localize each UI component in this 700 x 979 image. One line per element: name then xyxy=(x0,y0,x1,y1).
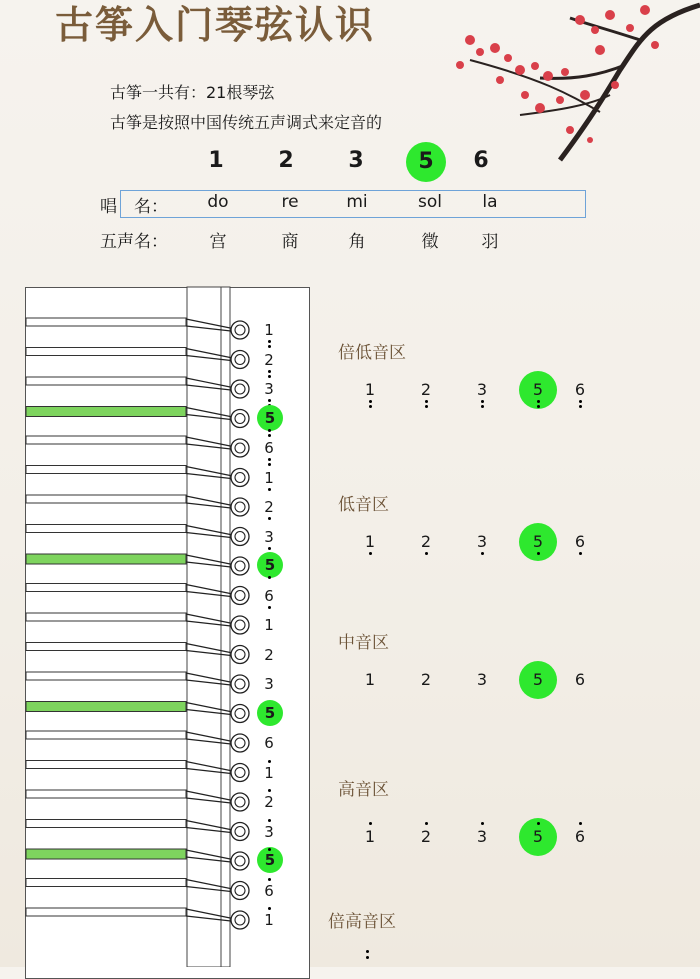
string-bar xyxy=(26,613,186,621)
string-note: 2 xyxy=(264,645,274,664)
register-title: 低音区 xyxy=(338,495,389,515)
tuning-peg-inner xyxy=(235,886,245,896)
octave-dot-below xyxy=(537,405,540,408)
five-tone-name: 徵 xyxy=(421,232,439,252)
octave-dot-below xyxy=(268,463,271,466)
tuning-peg-inner xyxy=(235,709,245,719)
octave-dot-below xyxy=(579,405,582,408)
sing-name: sol xyxy=(418,192,442,212)
string-bar xyxy=(26,790,186,798)
string-bar xyxy=(26,849,186,859)
octave-dot-below xyxy=(268,606,271,609)
octave-dot-below xyxy=(268,370,271,373)
octave-dot-below xyxy=(369,552,372,555)
string-bar xyxy=(26,407,186,417)
tuning-peg-inner xyxy=(235,443,245,453)
sing-name: mi xyxy=(346,192,368,212)
register-note: 6 xyxy=(574,380,586,399)
register-note: 2 xyxy=(420,380,432,399)
register-note: 2 xyxy=(420,827,432,846)
octave-dot-below xyxy=(268,517,271,520)
octave-dot-below xyxy=(425,400,428,403)
octave-dot-below xyxy=(369,400,372,403)
octave-dot-above xyxy=(369,822,372,825)
tuning-peg-inner xyxy=(235,325,245,335)
intro-tuning-text: 古筝是按照中国传统五声调式来定音的 xyxy=(110,113,383,132)
octave-dot-below xyxy=(425,405,428,408)
octave-dot-below xyxy=(268,434,271,437)
register-note: 6 xyxy=(574,670,586,689)
octave-dot-below xyxy=(579,552,582,555)
octave-dot-below xyxy=(268,399,271,402)
string-bar xyxy=(26,318,186,326)
tuning-peg-inner xyxy=(235,355,245,365)
octave-dot-below xyxy=(481,552,484,555)
register-note: 1 xyxy=(364,827,376,846)
register-note: 3 xyxy=(476,670,488,689)
string-note: 6 xyxy=(264,586,274,605)
tuning-peg-inner xyxy=(235,591,245,601)
string-note: 2 xyxy=(264,498,274,516)
string-bar xyxy=(26,554,186,564)
register-note: 1 xyxy=(364,670,376,689)
scale-number: 2 xyxy=(278,148,294,173)
octave-dot-below xyxy=(268,345,271,348)
octave-dot-above xyxy=(366,956,369,959)
octave-dot-above xyxy=(268,878,271,881)
sing-name: do xyxy=(207,192,229,212)
register-title: 中音区 xyxy=(338,633,389,653)
octave-dot-above xyxy=(481,822,484,825)
string-note: 1 xyxy=(264,911,274,929)
tuning-peg-inner xyxy=(235,856,245,866)
string-note: 5 xyxy=(257,405,283,431)
octave-dot-above xyxy=(268,848,271,851)
sing-name: re xyxy=(281,192,299,212)
string-note: 5 xyxy=(257,552,283,578)
sing-name-label: 唱 名： xyxy=(100,197,168,217)
tuning-peg-inner xyxy=(235,532,245,542)
string-bar xyxy=(26,643,186,651)
tuning-peg-inner xyxy=(235,502,245,512)
five-tone-label: 五声名： xyxy=(100,232,168,252)
tuning-peg-inner xyxy=(235,650,245,660)
five-tone-name: 角 xyxy=(348,232,366,252)
string-bar xyxy=(26,584,186,592)
scale-number: 1 xyxy=(208,148,224,173)
tuning-peg-inner xyxy=(235,473,245,483)
tuning-peg-inner xyxy=(235,827,245,837)
tuning-peg-inner xyxy=(235,915,245,925)
register-note: 3 xyxy=(476,827,488,846)
string-bar xyxy=(26,820,186,828)
string-note: 3 xyxy=(264,822,274,841)
register-note-highlighted: 5 xyxy=(519,661,557,699)
tuning-peg-inner xyxy=(235,679,245,689)
string-note: 1 xyxy=(264,468,274,487)
string-note: 5 xyxy=(257,847,283,873)
string-bar xyxy=(26,672,186,680)
octave-dot-below xyxy=(268,488,271,491)
tuning-peg-inner xyxy=(235,738,245,748)
octave-dot-above xyxy=(268,789,271,792)
octave-dot-below xyxy=(579,400,582,403)
string-bar xyxy=(26,702,186,712)
octave-dot-below xyxy=(268,340,271,343)
five-tone-name: 羽 xyxy=(481,232,499,252)
string-note: 6 xyxy=(264,439,274,457)
octave-dot-above xyxy=(268,760,271,763)
register-note: 6 xyxy=(574,532,586,551)
page-title: 古筝入门琴弦认识 xyxy=(55,2,376,47)
intro-string-count: 古筝一共有：21根琴弦 xyxy=(110,83,275,102)
string-note: 3 xyxy=(264,380,274,398)
sing-name: la xyxy=(482,192,498,212)
string-note: 3 xyxy=(264,675,274,693)
octave-dot-below xyxy=(481,400,484,403)
register-note: 2 xyxy=(420,670,432,689)
string-bar xyxy=(26,879,186,887)
register-title: 高音区 xyxy=(338,780,389,800)
string-note: 3 xyxy=(264,527,274,546)
octave-dot-below xyxy=(268,458,271,461)
octave-dot-below xyxy=(268,547,271,550)
register-title: 倍高音区 xyxy=(328,912,396,932)
string-bar xyxy=(26,525,186,533)
register-note: 2 xyxy=(420,532,432,551)
octave-dot-above xyxy=(537,822,540,825)
octave-dot-above xyxy=(268,819,271,822)
string-bar xyxy=(26,436,186,444)
octave-dot-below xyxy=(481,405,484,408)
octave-dot-above xyxy=(425,822,428,825)
string-note: 2 xyxy=(264,793,274,811)
tuning-peg-inner xyxy=(235,620,245,630)
string-note: 1 xyxy=(264,616,274,634)
register-note-highlighted: 5 xyxy=(519,818,557,856)
string-note: 5 xyxy=(257,700,283,726)
octave-dot-below xyxy=(537,552,540,555)
register-note-highlighted: 5 xyxy=(519,523,557,561)
octave-dot-below xyxy=(369,405,372,408)
octave-dot-above xyxy=(268,907,271,910)
tuning-peg-inner xyxy=(235,768,245,778)
octave-dot-below xyxy=(268,429,271,432)
scale-number: 3 xyxy=(348,148,364,173)
five-tone-name: 商 xyxy=(281,232,299,252)
octave-dot-above xyxy=(366,950,369,953)
octave-dot-above xyxy=(579,822,582,825)
scale-number: 6 xyxy=(473,148,489,173)
register-note: 1 xyxy=(364,532,376,551)
string-bar xyxy=(26,377,186,385)
string-note: 6 xyxy=(264,734,274,752)
tuning-peg-inner xyxy=(235,414,245,424)
string-bar xyxy=(26,761,186,769)
octave-dot-below xyxy=(537,400,540,403)
octave-dot-below xyxy=(268,375,271,378)
five-tone-name: 宫 xyxy=(209,232,227,252)
octave-dot-below xyxy=(425,552,428,555)
tuning-peg-inner xyxy=(235,384,245,394)
string-bar xyxy=(26,908,186,916)
string-note: 6 xyxy=(264,881,274,900)
register-note: 3 xyxy=(476,380,488,399)
register-note: 1 xyxy=(364,380,376,399)
scale-number-highlighted: 5 xyxy=(406,142,446,182)
string-bar xyxy=(26,495,186,503)
register-note-highlighted: 5 xyxy=(519,371,557,409)
register-note: 6 xyxy=(574,827,586,846)
tuning-peg-inner xyxy=(235,561,245,571)
string-note: 1 xyxy=(264,763,274,782)
string-bar xyxy=(26,466,186,474)
string-note: 2 xyxy=(264,350,274,369)
register-title: 倍低音区 xyxy=(338,343,406,363)
string-bar xyxy=(26,731,186,739)
octave-dot-below xyxy=(268,576,271,579)
string-note: 1 xyxy=(264,321,274,339)
tuning-peg-inner xyxy=(235,797,245,807)
string-bar xyxy=(26,348,186,356)
register-note: 3 xyxy=(476,532,488,551)
